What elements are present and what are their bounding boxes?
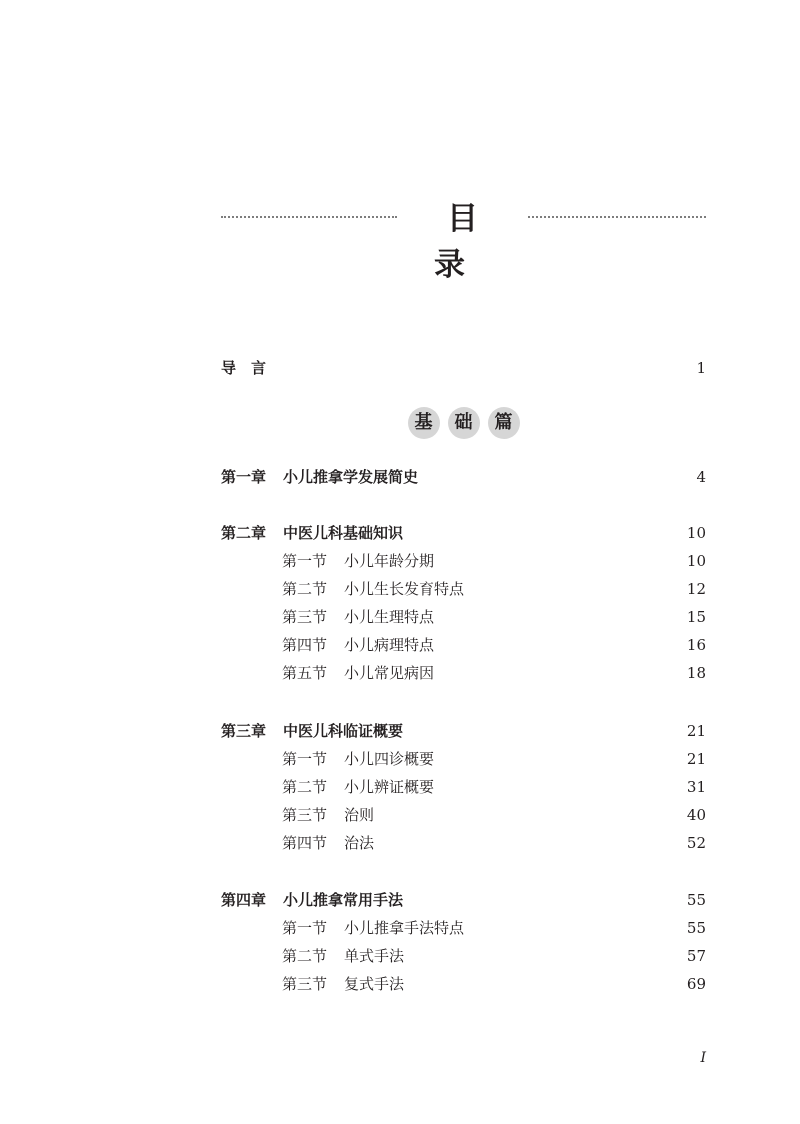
section-title: 小儿四诊概要 <box>344 750 435 768</box>
section-title: 小儿辨证概要 <box>344 778 435 796</box>
section-number: 第五节 <box>282 664 328 682</box>
section-title: 复式手法 <box>344 975 405 993</box>
section-number: 第一节 <box>282 919 328 937</box>
chapter-title: 小儿推拿常用手法 <box>283 891 404 909</box>
section-number: 第二节 <box>282 580 328 598</box>
chapter-page-number: 21 <box>686 722 706 740</box>
section-page-number: 40 <box>686 806 706 824</box>
section-title: 单式手法 <box>344 947 405 965</box>
toc-section-entry[interactable] <box>282 972 706 996</box>
toc-chapter-entry[interactable] <box>221 521 706 545</box>
toc-section-entry[interactable] <box>282 661 706 685</box>
chapter-page-number: 10 <box>686 524 706 542</box>
section-page-number: 69 <box>686 975 706 993</box>
part-heading <box>221 407 706 441</box>
part-heading-char: 基 <box>408 407 440 439</box>
folio-page-number: I <box>700 1050 706 1066</box>
dotted-rule-right <box>528 216 706 218</box>
chapter-number: 第二章 <box>221 524 267 542</box>
section-page-number: 21 <box>686 750 706 768</box>
toc-section-entry[interactable] <box>282 831 706 855</box>
section-number: 第四节 <box>282 834 328 852</box>
toc-section-entry[interactable] <box>282 605 706 629</box>
section-page-number: 55 <box>686 919 706 937</box>
section-number: 第三节 <box>282 608 328 626</box>
toc-section-entry[interactable] <box>282 577 706 601</box>
toc-section-entry[interactable] <box>282 916 706 940</box>
chapter-number: 第四章 <box>221 891 267 909</box>
section-number: 第四节 <box>282 636 328 654</box>
chapter-page-number: 4 <box>696 468 706 486</box>
intro-page-number: 1 <box>696 359 706 377</box>
toc-section-entry[interactable] <box>282 944 706 968</box>
section-title: 小儿推拿手法特点 <box>344 919 465 937</box>
section-title: 小儿常见病因 <box>344 664 435 682</box>
intro-label: 导言 <box>221 359 282 377</box>
toc-section-entry[interactable] <box>282 549 706 573</box>
toc-section-entry[interactable] <box>282 633 706 657</box>
section-number: 第三节 <box>282 975 328 993</box>
toc-section-entry[interactable] <box>282 747 706 771</box>
toc-section-entry[interactable] <box>282 775 706 799</box>
toc-chapter-entry[interactable] <box>221 888 706 912</box>
section-number: 第一节 <box>282 552 328 570</box>
chapter-number: 第一章 <box>221 468 267 486</box>
chapter-title: 中医儿科临证概要 <box>283 722 404 740</box>
chapter-title: 小儿推拿学发展简史 <box>283 468 419 486</box>
part-heading-char: 础 <box>448 407 480 439</box>
dotted-rule-left <box>221 216 397 218</box>
section-number: 第二节 <box>282 778 328 796</box>
toc-entry-intro[interactable] <box>221 356 706 380</box>
section-number: 第三节 <box>282 806 328 824</box>
section-title: 治则 <box>344 806 375 824</box>
chapter-title: 中医儿科基础知识 <box>283 524 404 542</box>
section-number: 第一节 <box>282 750 328 768</box>
part-heading-char: 篇 <box>488 407 520 439</box>
section-title: 小儿生长发育特点 <box>344 580 465 598</box>
section-page-number: 16 <box>686 636 706 654</box>
section-title: 小儿生理特点 <box>344 608 435 626</box>
section-title: 治法 <box>344 834 375 852</box>
toc-chapter-entry[interactable] <box>221 465 706 489</box>
section-page-number: 10 <box>686 552 706 570</box>
section-page-number: 12 <box>686 580 706 598</box>
chapter-number: 第三章 <box>221 722 267 740</box>
toc-chapter-entry[interactable] <box>221 719 706 743</box>
section-title: 小儿病理特点 <box>344 636 435 654</box>
toc-section-entry[interactable] <box>282 803 706 827</box>
section-page-number: 18 <box>686 664 706 682</box>
section-title: 小儿年龄分期 <box>344 552 435 570</box>
page-title: 目录 <box>434 201 504 283</box>
section-page-number: 15 <box>686 608 706 626</box>
section-page-number: 31 <box>686 778 706 796</box>
section-number: 第二节 <box>282 947 328 965</box>
chapter-page-number: 55 <box>686 891 706 909</box>
section-page-number: 52 <box>686 834 706 852</box>
toc-heading <box>221 196 706 283</box>
section-page-number: 57 <box>686 947 706 965</box>
